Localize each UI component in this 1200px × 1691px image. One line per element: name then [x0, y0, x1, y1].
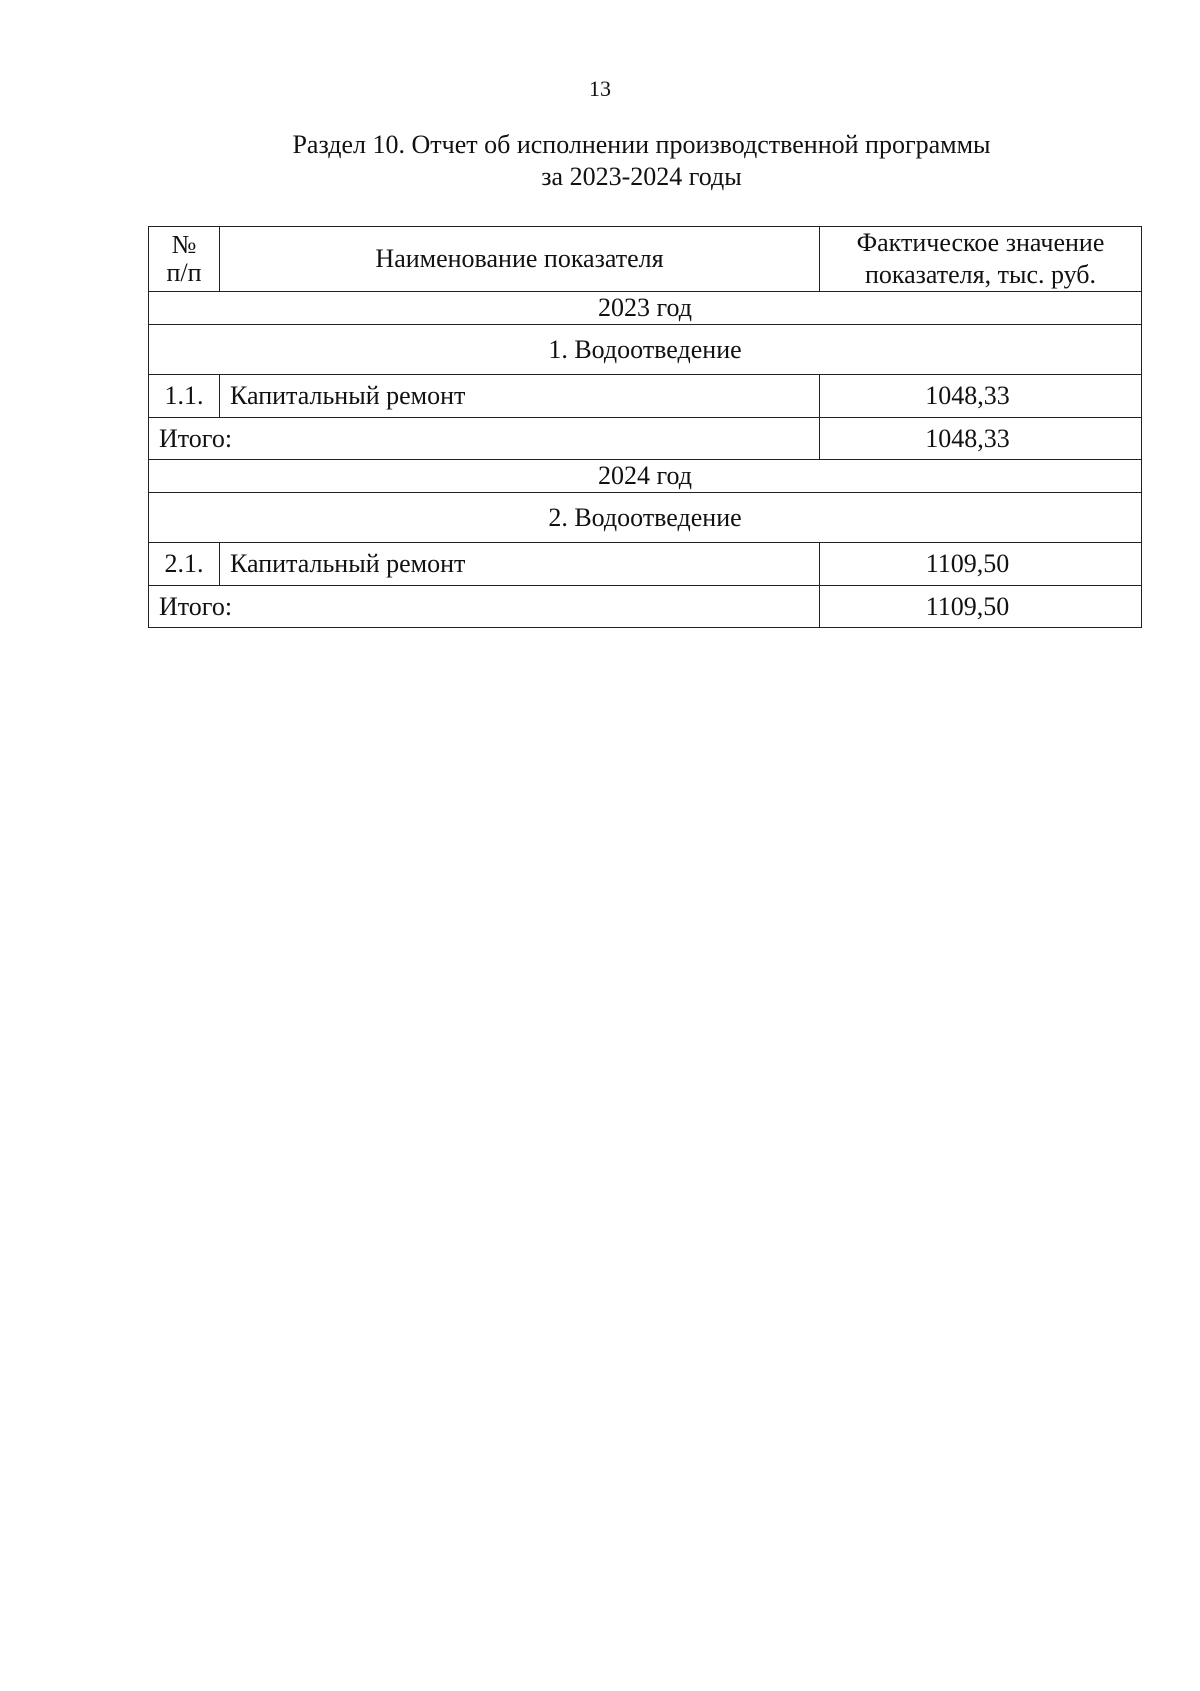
row-number: 2.1. — [149, 543, 220, 586]
row-value: 1048,33 — [820, 375, 1142, 418]
section-label: 2. Водоотведение — [149, 493, 1142, 543]
header-number — [149, 227, 220, 292]
table-row — [149, 543, 1142, 586]
table-header-row — [149, 227, 1142, 292]
year-label: 2023 год — [149, 292, 1142, 325]
header-value-line-2: показателя, тыс. руб. — [864, 260, 1097, 289]
year-row — [149, 292, 1142, 325]
section-label: 1. Водоотведение — [149, 325, 1142, 375]
section-row — [149, 325, 1142, 375]
total-label: Итого: — [149, 586, 820, 628]
total-row — [149, 586, 1142, 628]
year-label: 2024 год — [149, 460, 1142, 493]
row-indicator-name: Капитальный ремонт — [220, 375, 820, 418]
row-value: 1109,50 — [820, 543, 1142, 586]
report-table — [148, 226, 1142, 628]
header-number-line-1: № — [171, 230, 197, 259]
header-indicator-name: Наименование показателя — [220, 227, 820, 292]
header-actual-value — [820, 227, 1142, 292]
header-number-line-2: п/п — [166, 258, 202, 287]
header-value-line-1: Фактическое значение — [856, 228, 1105, 257]
year-row — [149, 460, 1142, 493]
row-indicator-name: Капитальный ремонт — [220, 543, 820, 586]
title-line-1: Раздел 10. Отчет об исполнении производственной программы — [292, 130, 991, 159]
total-value: 1048,33 — [820, 418, 1142, 460]
total-row — [149, 418, 1142, 460]
table-row — [149, 375, 1142, 418]
document-title — [0, 129, 1200, 193]
total-value: 1109,50 — [820, 586, 1142, 628]
page-number: 13 — [589, 76, 611, 101]
row-number: 1.1. — [149, 375, 220, 418]
title-line-2: за 2023-2024 годы — [541, 162, 742, 191]
total-label: Итого: — [149, 418, 820, 460]
section-row — [149, 493, 1142, 543]
